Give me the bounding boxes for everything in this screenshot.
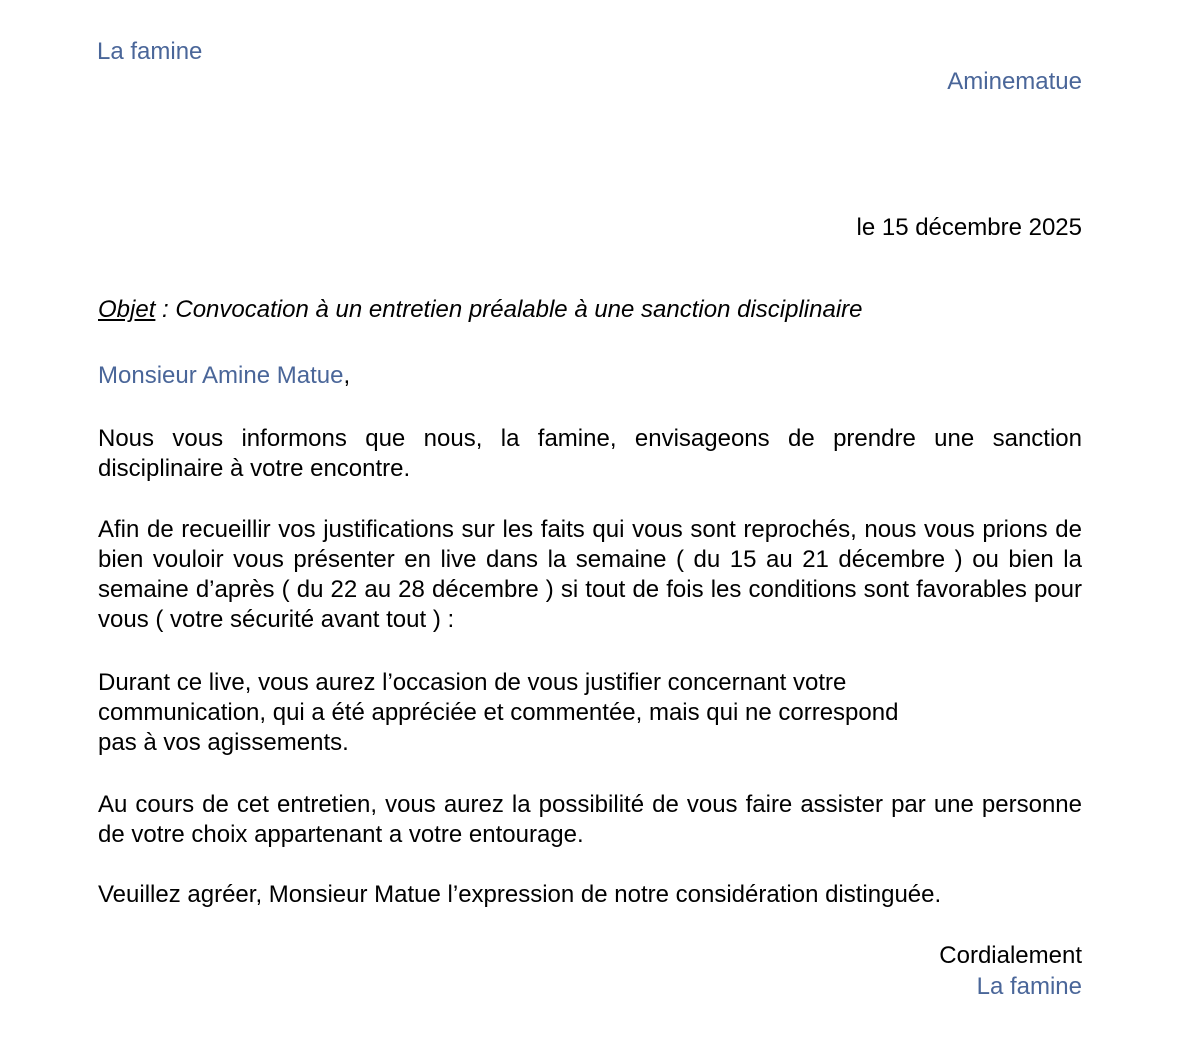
salutation-name: Monsieur Amine Matue [98, 362, 344, 389]
paragraph-regards: Veuillez agréer, Monsieur Matue l’expression de notre considération distinguée. [98, 881, 942, 908]
paragraph-intro: Nous vous informons que nous, la famine, envisageons de prendre une sanction disciplinaire à votre encontre. [98, 425, 1082, 482]
sender-name: La famine [97, 38, 203, 65]
subject-line [98, 295, 863, 325]
closing: Cordialement [939, 942, 1082, 969]
recipient-name: Aminematue [947, 68, 1082, 95]
subject-label: Objet [98, 296, 156, 323]
salutation-punctuation: , [343, 362, 351, 389]
paragraph-assistance: Au cours de cet entretien, vous aurez la possibilité de vous faire assister par une personne de votre choix appartenant a votre entourage. [98, 791, 1082, 848]
letter-date: le 15 décembre 2025 [856, 214, 1082, 241]
paragraph-live: Durant ce live, vous aurez l’occasion de vous justifier concernant votre communication, qui a été appréciée et commentée, mais qui ne correspond pas à vos agissements. [98, 669, 899, 756]
subject-text: : Convocation à un entretien préalable à une sanction disciplinaire [155, 296, 863, 323]
salutation [98, 361, 350, 391]
paragraph-convocation: Afin de recueillir vos justifications sur les faits qui vous sont reprochés, nous vous prions de bien vouloir vous présenter en live dans la semaine ( du 15 au 21 décembre ) ou bien la semaine d’après ( du 22 au 28 décembre ) si tout de fois les conditions sont favorables pour vous ( votre sécurité avant tout ) : [98, 516, 1082, 633]
signature: La famine [976, 973, 1082, 1000]
